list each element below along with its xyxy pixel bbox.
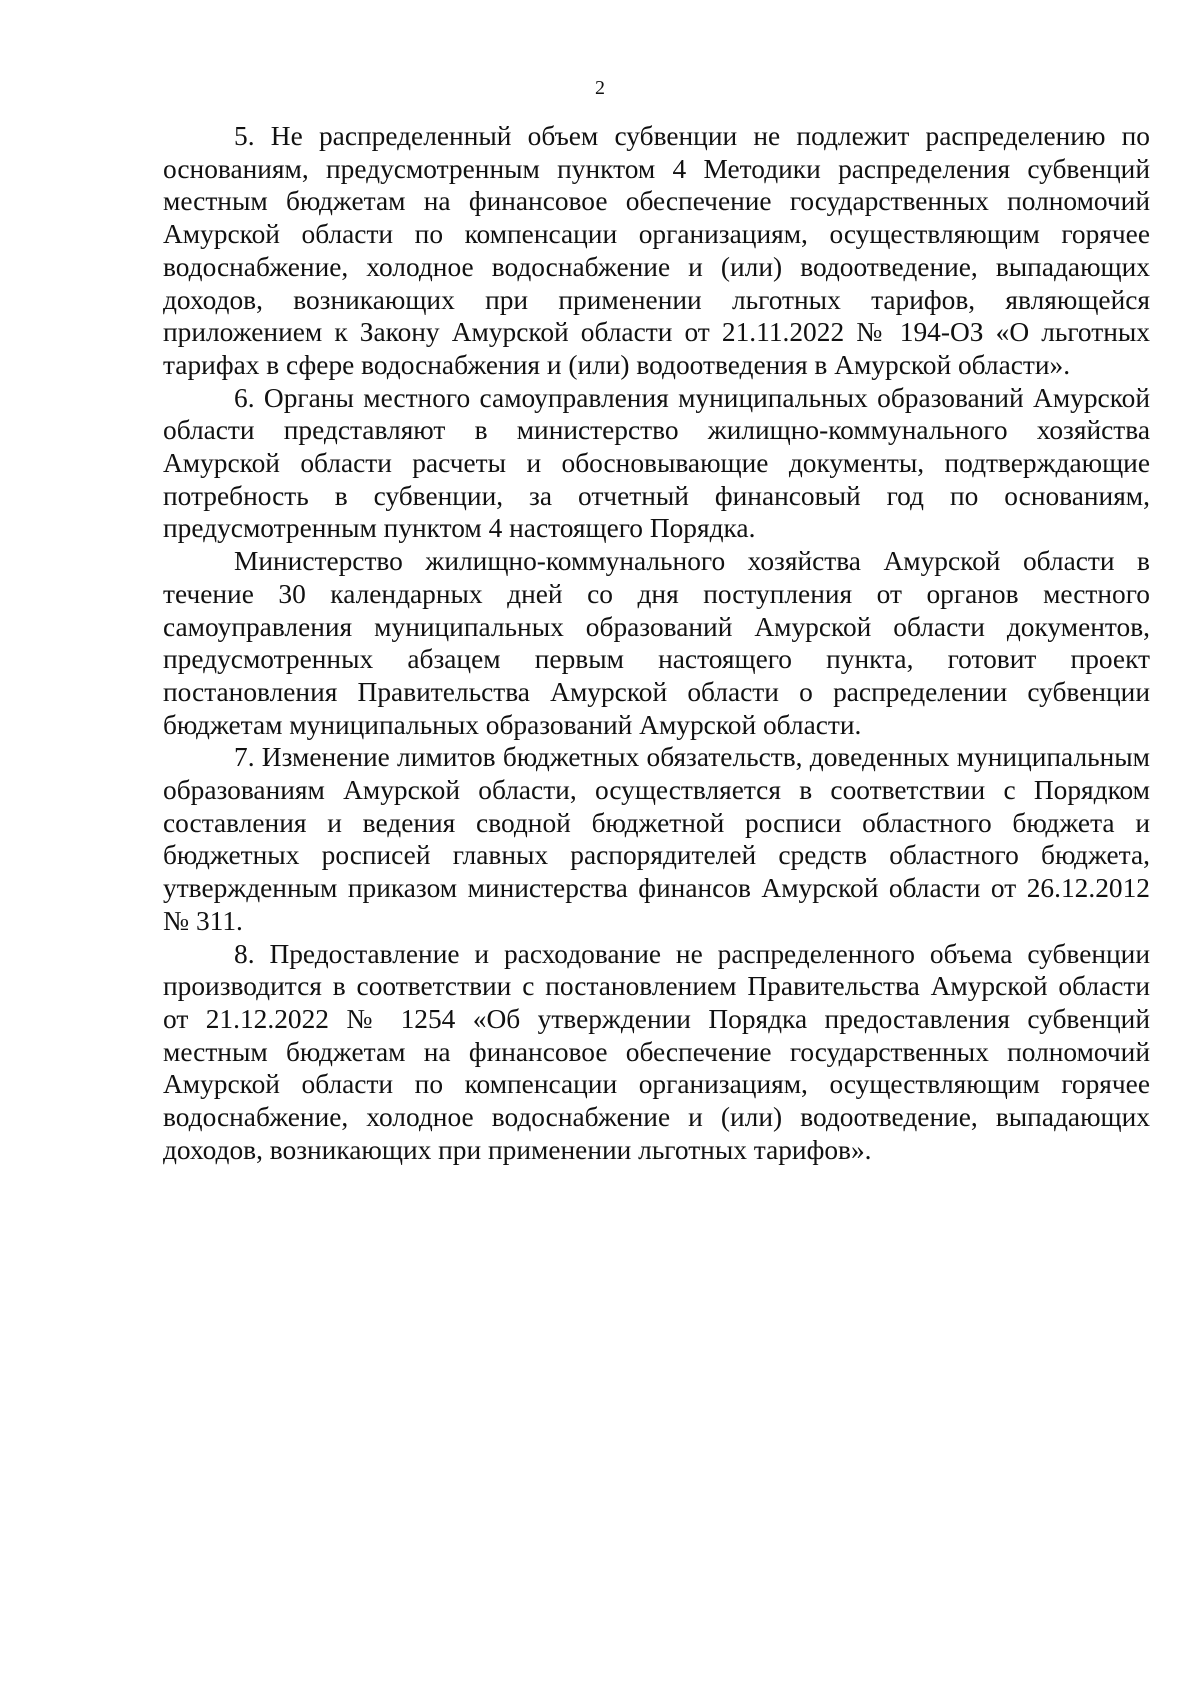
paragraph-5: 5. Не распределенный объем субвенции не подлежит распределению по основаниям, предусмотренным пунктом 4 Методики распределения субвенций местным бюджетам на финансовое обеспечение государственных полномочий Амурской области по компенсации организациям, осуществляющим горячее водоснабжение, холодное водоснабжение и (или) водоотведение, выпадающих доходов, возникающих при применении льготных тарифов, являющейся приложением к Закону Амурской области от 21.11.2022 № 194-ОЗ «О льготных тарифах в сфере водоснабжения и (или) водоотведения в Амурской области». (163, 121, 1150, 380)
paragraph-8: 8. Предоставление и расходование не распределенного объема субвенции производится в соответствии с постановлением Правительства Амурской области от 21.12.2022 № 1254 «Об утверждении Порядка предоставления субвенций местным бюджетам на финансовое обеспечение государственных полномочий Амурской области по компенсации организациям, осуществляющим горячее водоснабжение, холодное водоснабжение и (или) водоотведение, выпадающих доходов, возникающих при применении льготных тарифов». (163, 938, 1150, 1165)
paragraph-6-continuation: Министерство жилищно-коммунального хозяйства Амурской области в течение 30 календарных дней со дня поступления от органов местного самоуправления муниципальных образований Амурской области документов, предусмотренных абзацем первым настоящего пункта, готовит проект постановления Правительства Амурской области о распределении субвенции бюджетам муниципальных образований Амурской области. (163, 546, 1150, 740)
paragraph-7: 7. Изменение лимитов бюджетных обязательств, доведенных муниципальным образованиям Амурской области, осуществляется в соответствии с Порядком составления и ведения сводной бюджетной росписи областного бюджета и бюджетных росписей главных распорядителей средств областного бюджета, утвержденным приказом министерства финансов Амурской области от 26.12.2012 № 311. (163, 742, 1150, 936)
paragraph-6: 6. Органы местного самоуправления муниципальных образований Амурской области представляют в министерство жилищно-коммунального хозяйства Амурской области расчеты и обосновывающие документы, подтверждающие потребность в субвенции, за отчетный финансовый год по основаниям, предусмотренным пунктом 4 настоящего Порядка. (163, 382, 1150, 544)
page-number: 2 (595, 77, 605, 99)
document-body (163, 120, 1150, 1167)
